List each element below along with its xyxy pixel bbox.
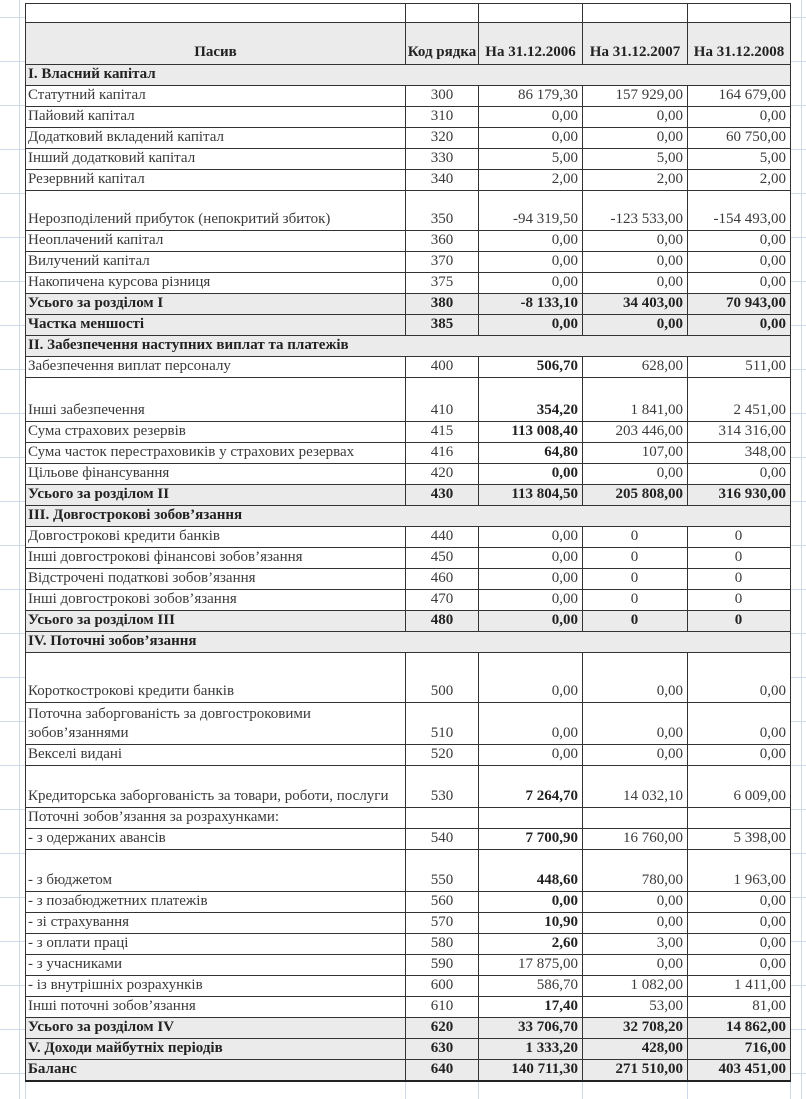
data-row	[26, 997, 791, 1018]
cell-label: Частка меншості	[26, 315, 406, 336]
cell-value-2007: 34 403,00	[583, 294, 688, 315]
total-row	[26, 315, 791, 336]
cell-value-2008: 0,00	[688, 653, 791, 703]
cell-label: - з бюджетом	[26, 850, 406, 892]
data-row	[26, 443, 791, 464]
top-spacer-row	[26, 4, 791, 23]
cell-label: Усього за розділом III	[26, 611, 406, 632]
cell-value-2007: 0	[583, 527, 688, 548]
cell-value-2006: -8 133,10	[479, 294, 583, 315]
cell-value-2006: 0,00	[479, 745, 583, 766]
cell-value-2008	[688, 808, 791, 829]
cell-value-2007: 0,00	[583, 464, 688, 485]
cell-value-2008: 5 398,00	[688, 829, 791, 850]
cell-row-code: 530	[406, 766, 479, 808]
cell-value-2008: 60 750,00	[688, 128, 791, 149]
cell-value-2006: 0,00	[479, 273, 583, 294]
data-row	[26, 913, 791, 934]
cell-row-code: 330	[406, 149, 479, 170]
cell-value-2008: 0,00	[688, 315, 791, 336]
cell-label: Баланс	[26, 1060, 406, 1082]
data-row	[26, 955, 791, 976]
data-row	[26, 745, 791, 766]
cell-value-2007: 0	[583, 548, 688, 569]
data-row	[26, 653, 791, 703]
cell-row-code: 400	[406, 357, 479, 378]
cell-row-code: 540	[406, 829, 479, 850]
data-row	[26, 252, 791, 273]
cell-value-2006: 2,00	[479, 170, 583, 191]
cell-value-2006: 0,00	[479, 548, 583, 569]
data-row	[26, 128, 791, 149]
cell-value-2007: 0,00	[583, 231, 688, 252]
cell-label: Цільове фінансування	[26, 464, 406, 485]
left-margin-gridlines	[0, 0, 25, 1099]
cell-label: Неоплачений капітал	[26, 231, 406, 252]
cell-value-2006: 0,00	[479, 527, 583, 548]
cell-value-2007: 0	[583, 569, 688, 590]
cell-label: Інші довгострокові фінансові зобов’язання	[26, 548, 406, 569]
cell-value-2007: 205 808,00	[583, 485, 688, 506]
cell-value-2006: 5,00	[479, 149, 583, 170]
cell-value-2007: 16 760,00	[583, 829, 688, 850]
cell-value-2006	[479, 808, 583, 829]
cell-value-2007: 0,00	[583, 745, 688, 766]
cell-value-2008: 0	[688, 590, 791, 611]
cell-label: Інші забезпечення	[26, 378, 406, 422]
cell-label: Векселі видані	[26, 745, 406, 766]
cell-label: Вилучений капітал	[26, 252, 406, 273]
data-row	[26, 590, 791, 611]
cell-label: Кредиторська заборгованість за товари, роботи, послуги	[26, 766, 406, 808]
cell-value-2006: 1 333,20	[479, 1039, 583, 1060]
data-row	[26, 808, 791, 829]
data-row	[26, 766, 791, 808]
cell-value-2008: 511,00	[688, 357, 791, 378]
cell-value-2006: 140 711,30	[479, 1060, 583, 1082]
cell-row-code: 590	[406, 955, 479, 976]
cell-row-code: 320	[406, 128, 479, 149]
cell-value-2006: 0,00	[479, 892, 583, 913]
cell-row-code: 620	[406, 1018, 479, 1039]
data-row	[26, 703, 791, 745]
section-row	[26, 632, 791, 653]
cell-row-code	[406, 808, 479, 829]
total-row	[26, 485, 791, 506]
cell-row-code: 450	[406, 548, 479, 569]
cell-value-2007: 107,00	[583, 443, 688, 464]
cell-value-2007: 0,00	[583, 107, 688, 128]
data-row	[26, 850, 791, 892]
cell-row-code: 410	[406, 378, 479, 422]
cell-value-2008: 0,00	[688, 934, 791, 955]
cell-row-code: 510	[406, 703, 479, 745]
section-row	[26, 336, 791, 357]
col-header-2007: На 31.12.2007	[583, 23, 688, 65]
data-row	[26, 569, 791, 590]
cell-row-code: 480	[406, 611, 479, 632]
cell-value-2008: -154 493,00	[688, 191, 791, 231]
total-row	[26, 1018, 791, 1039]
cell-value-2006: 10,90	[479, 913, 583, 934]
cell-value-2008: 14 862,00	[688, 1018, 791, 1039]
cell-label: Поточна заборгованість за довгостроковими зобов’язаннями	[26, 703, 406, 745]
cell-row-code: 310	[406, 107, 479, 128]
cell-value-2007: 0,00	[583, 892, 688, 913]
cell-value-2006: 0,00	[479, 590, 583, 611]
total-row	[26, 611, 791, 632]
cell-row-code: 640	[406, 1060, 479, 1082]
cell-label: Довгострокові кредити банків	[26, 527, 406, 548]
cell-row-code: 375	[406, 273, 479, 294]
cell-value-2007: 0,00	[583, 955, 688, 976]
section-label: II. Забезпечення наступних виплат та платежів	[26, 336, 791, 357]
cell-label: Резервний капітал	[26, 170, 406, 191]
cell-row-code: 416	[406, 443, 479, 464]
cell-label: - з оплати праці	[26, 934, 406, 955]
cell-value-2006: 0,00	[479, 653, 583, 703]
cell-label: - з одержаних авансів	[26, 829, 406, 850]
cell-value-2006: 0,00	[479, 703, 583, 745]
data-row	[26, 976, 791, 997]
cell-value-2008: 5,00	[688, 149, 791, 170]
cell-value-2007: 14 032,10	[583, 766, 688, 808]
cell-label: Сума часток перестраховиків у страхових резервах	[26, 443, 406, 464]
cell-value-2007	[583, 808, 688, 829]
cell-value-2006: 7 700,90	[479, 829, 583, 850]
bottom-grid-spacer-row	[26, 1081, 791, 1099]
cell-row-code: 610	[406, 997, 479, 1018]
left-margin-vertical-gridline	[19, 0, 20, 1099]
cell-row-code: 500	[406, 653, 479, 703]
cell-row-code: 550	[406, 850, 479, 892]
right-margin-vertical-gridline	[801, 0, 802, 1099]
cell-value-2006: -94 319,50	[479, 191, 583, 231]
table-body	[26, 4, 791, 1099]
col-header-row-code: Код рядка	[406, 23, 479, 65]
data-row	[26, 464, 791, 485]
empty-cell	[26, 4, 406, 23]
cell-value-2008: 0	[688, 548, 791, 569]
cell-value-2007: 53,00	[583, 997, 688, 1018]
empty-cell	[583, 1081, 688, 1099]
cell-label: Інший додатковий капітал	[26, 149, 406, 170]
cell-value-2008: 6 009,00	[688, 766, 791, 808]
cell-label: Статутний капітал	[26, 86, 406, 107]
cell-value-2008: 0,00	[688, 955, 791, 976]
empty-cell	[479, 1081, 583, 1099]
cell-value-2008: 81,00	[688, 997, 791, 1018]
cell-value-2008: 403 451,00	[688, 1060, 791, 1082]
cell-value-2008: 1 411,00	[688, 976, 791, 997]
cell-value-2008: 2 451,00	[688, 378, 791, 422]
cell-row-code: 350	[406, 191, 479, 231]
cell-value-2007: 0,00	[583, 128, 688, 149]
cell-value-2008: 0	[688, 569, 791, 590]
data-row	[26, 934, 791, 955]
cell-value-2006: 86 179,30	[479, 86, 583, 107]
cell-value-2006: 33 706,70	[479, 1018, 583, 1039]
cell-value-2007: 2,00	[583, 170, 688, 191]
cell-value-2006: 113 804,50	[479, 485, 583, 506]
cell-value-2008: 716,00	[688, 1039, 791, 1060]
cell-value-2007: -123 533,00	[583, 191, 688, 231]
cell-value-2008: 0	[688, 611, 791, 632]
empty-cell	[688, 4, 791, 23]
cell-label: Нерозподілений прибуток (непокритий збиток)	[26, 191, 406, 231]
cell-value-2008: 0,00	[688, 703, 791, 745]
cell-value-2007: 271 510,00	[583, 1060, 688, 1082]
empty-cell	[26, 1081, 406, 1099]
header-row	[26, 23, 791, 65]
cell-value-2008: 1 963,00	[688, 850, 791, 892]
cell-value-2007: 0	[583, 590, 688, 611]
data-row	[26, 527, 791, 548]
cell-value-2007: 5,00	[583, 149, 688, 170]
cell-value-2007: 0	[583, 611, 688, 632]
data-row	[26, 829, 791, 850]
cell-value-2008: 2,00	[688, 170, 791, 191]
cell-value-2008: 0	[688, 527, 791, 548]
cell-label: Накопичена курсова різниця	[26, 273, 406, 294]
cell-row-code: 600	[406, 976, 479, 997]
empty-cell	[688, 1081, 791, 1099]
data-row	[26, 231, 791, 252]
total-row	[26, 1039, 791, 1060]
cell-value-2006: 354,20	[479, 378, 583, 422]
data-row	[26, 273, 791, 294]
cell-value-2006: 2,60	[479, 934, 583, 955]
data-row	[26, 357, 791, 378]
cell-value-2006: 64,80	[479, 443, 583, 464]
cell-row-code: 385	[406, 315, 479, 336]
cell-value-2006: 586,70	[479, 976, 583, 997]
cell-label: Усього за розділом II	[26, 485, 406, 506]
cell-label: - з позабюджетних платежів	[26, 892, 406, 913]
cell-row-code: 430	[406, 485, 479, 506]
cell-value-2006: 0,00	[479, 107, 583, 128]
cell-value-2006: 113 008,40	[479, 422, 583, 443]
cell-label: Усього за розділом I	[26, 294, 406, 315]
cell-value-2007: 1 082,00	[583, 976, 688, 997]
cell-row-code: 360	[406, 231, 479, 252]
cell-label: V. Доходи майбутніх періодів	[26, 1039, 406, 1060]
empty-cell	[583, 4, 688, 23]
cell-label: Поточні зобов’язання за розрахунками:	[26, 808, 406, 829]
cell-value-2007: 0,00	[583, 273, 688, 294]
section-row	[26, 65, 791, 86]
cell-value-2007: 32 708,20	[583, 1018, 688, 1039]
cell-value-2008: 316 930,00	[688, 485, 791, 506]
cell-row-code: 440	[406, 527, 479, 548]
cell-row-code: 570	[406, 913, 479, 934]
cell-value-2006: 448,60	[479, 850, 583, 892]
cell-row-code: 370	[406, 252, 479, 273]
cell-row-code: 380	[406, 294, 479, 315]
data-row	[26, 170, 791, 191]
cell-value-2007: 1 841,00	[583, 378, 688, 422]
cell-label: - з учасниками	[26, 955, 406, 976]
cell-value-2008: 0,00	[688, 252, 791, 273]
data-row	[26, 191, 791, 231]
col-header-2006: На 31.12.2006	[479, 23, 583, 65]
cell-value-2006: 506,70	[479, 357, 583, 378]
cell-label: Сума страхових резервів	[26, 422, 406, 443]
cell-row-code: 340	[406, 170, 479, 191]
data-row	[26, 548, 791, 569]
cell-value-2008: 0,00	[688, 107, 791, 128]
cell-label: Пайовий капітал	[26, 107, 406, 128]
data-row	[26, 149, 791, 170]
cell-value-2006: 0,00	[479, 128, 583, 149]
cell-label: Усього за розділом IV	[26, 1018, 406, 1039]
cell-label: Забезпечення виплат персоналу	[26, 357, 406, 378]
cell-label: Відстрочені податкові зобов’язання	[26, 569, 406, 590]
cell-value-2006: 0,00	[479, 464, 583, 485]
empty-cell	[406, 1081, 479, 1099]
data-row	[26, 107, 791, 128]
cell-label: - зі страхування	[26, 913, 406, 934]
cell-value-2008: 0,00	[688, 231, 791, 252]
cell-value-2007: 0,00	[583, 703, 688, 745]
cell-value-2007: 428,00	[583, 1039, 688, 1060]
cell-value-2007: 203 446,00	[583, 422, 688, 443]
section-label: III. Довгострокові зобов’язання	[26, 506, 791, 527]
cell-row-code: 580	[406, 934, 479, 955]
cell-row-code: 630	[406, 1039, 479, 1060]
cell-value-2007: 3,00	[583, 934, 688, 955]
liabilities-table	[25, 3, 791, 1099]
data-row	[26, 86, 791, 107]
cell-label: - із внутрішніх розрахунків	[26, 976, 406, 997]
cell-value-2006: 7 264,70	[479, 766, 583, 808]
cell-value-2008: 0,00	[688, 273, 791, 294]
cell-row-code: 300	[406, 86, 479, 107]
cell-value-2008: 0,00	[688, 913, 791, 934]
cell-value-2006: 0,00	[479, 315, 583, 336]
cell-label: Короткострокові кредити банків	[26, 653, 406, 703]
cell-value-2006: 17,40	[479, 997, 583, 1018]
cell-row-code: 470	[406, 590, 479, 611]
cell-value-2008: 0,00	[688, 464, 791, 485]
right-margin-gridlines	[790, 0, 806, 1099]
cell-value-2008: 164 679,00	[688, 86, 791, 107]
cell-value-2007: 628,00	[583, 357, 688, 378]
cell-value-2007: 157 929,00	[583, 86, 688, 107]
cell-value-2008: 0,00	[688, 745, 791, 766]
cell-value-2007: 0,00	[583, 315, 688, 336]
col-header-passiv: Пасив	[26, 23, 406, 65]
cell-label: Інші довгострокові зобов’язання	[26, 590, 406, 611]
cell-row-code: 415	[406, 422, 479, 443]
col-header-2008: На 31.12.2008	[688, 23, 791, 65]
cell-value-2006: 0,00	[479, 252, 583, 273]
cell-row-code: 460	[406, 569, 479, 590]
cell-value-2006: 17 875,00	[479, 955, 583, 976]
data-row	[26, 892, 791, 913]
data-row	[26, 422, 791, 443]
section-label: IV. Поточні зобов’язання	[26, 632, 791, 653]
cell-value-2008: 314 316,00	[688, 422, 791, 443]
cell-value-2007: 0,00	[583, 653, 688, 703]
cell-value-2007: 0,00	[583, 913, 688, 934]
total-row	[26, 1060, 791, 1082]
cell-row-code: 560	[406, 892, 479, 913]
cell-row-code: 520	[406, 745, 479, 766]
empty-cell	[406, 4, 479, 23]
cell-value-2008: 0,00	[688, 892, 791, 913]
cell-value-2006: 0,00	[479, 231, 583, 252]
cell-label: Додатковий вкладений капітал	[26, 128, 406, 149]
cell-value-2008: 70 943,00	[688, 294, 791, 315]
cell-value-2007: 0,00	[583, 252, 688, 273]
section-row	[26, 506, 791, 527]
data-row	[26, 378, 791, 422]
cell-value-2007: 780,00	[583, 850, 688, 892]
empty-cell	[479, 4, 583, 23]
cell-value-2006: 0,00	[479, 611, 583, 632]
cell-value-2008: 348,00	[688, 443, 791, 464]
cell-value-2006: 0,00	[479, 569, 583, 590]
section-label: I. Власний капітал	[26, 65, 791, 86]
total-row	[26, 294, 791, 315]
cell-label: Інші поточні зобов’язання	[26, 997, 406, 1018]
cell-row-code: 420	[406, 464, 479, 485]
